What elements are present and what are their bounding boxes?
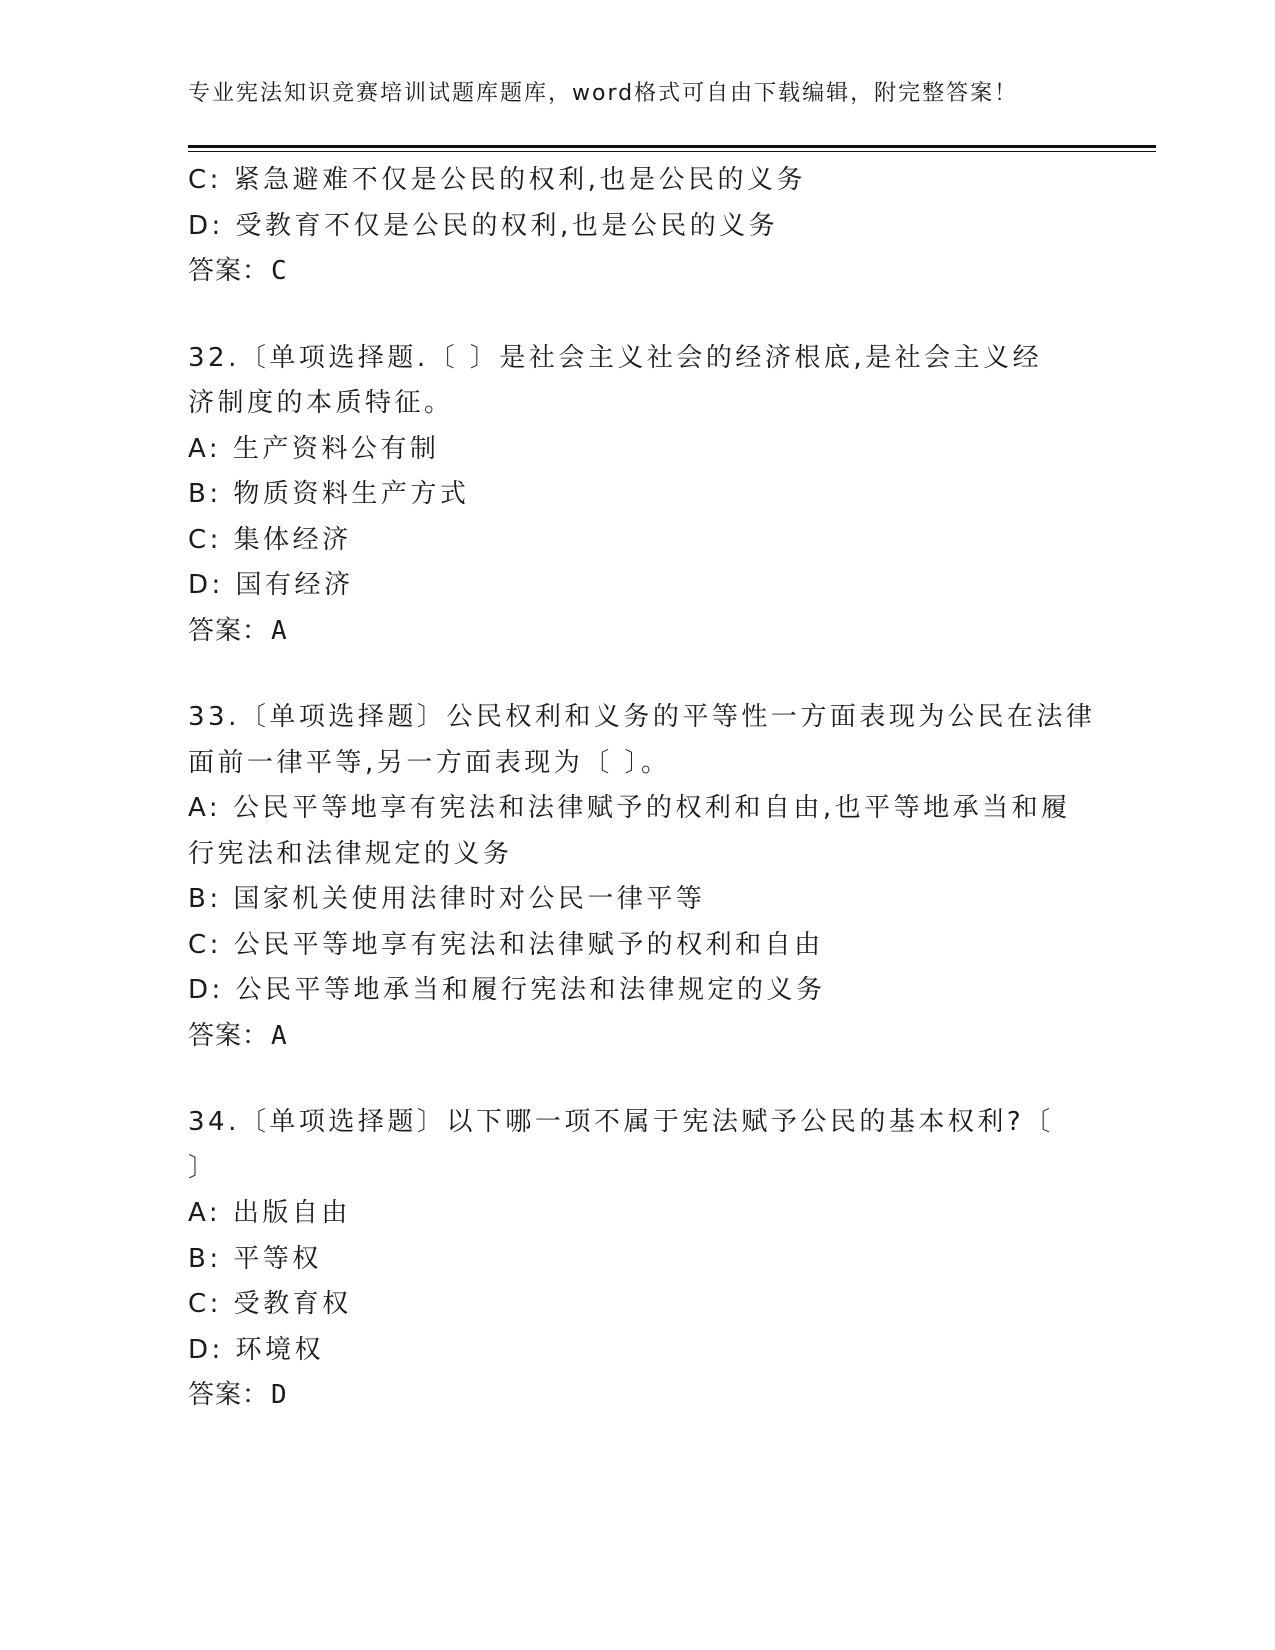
question-34 xyxy=(188,1100,1088,1419)
option-d: D: 国有经济 xyxy=(188,570,354,600)
question-stem-line: 33.〔单项选择题〕公民权利和义务的平等性一方面表现为公民在法律 xyxy=(188,702,1096,732)
spacer xyxy=(188,295,1088,336)
answer-value: D xyxy=(271,1380,288,1410)
answer-line xyxy=(188,249,1088,295)
option-c: C: 集体经济 xyxy=(188,524,352,555)
option-d: D: 公民平等地承当和履行宪法和法律规定的义务 xyxy=(188,975,826,1005)
option-a: A: 生产资料公有制 xyxy=(188,433,440,464)
spacer xyxy=(188,654,1088,695)
answer-value: A xyxy=(271,1020,288,1051)
question-stem-line: 面前一律平等,另一方面表现为〔 〕。 xyxy=(188,747,671,778)
option-b: B: 国家机关使用法律时对公民一律平等 xyxy=(188,884,706,914)
question-stem-line: 34.〔单项选择题〕以下哪一项不属于宪法赋予公民的基本权利?〔 xyxy=(188,1107,1054,1137)
answer-value: A xyxy=(271,615,288,646)
header-rule-thin xyxy=(188,151,1156,152)
answer-line xyxy=(188,1373,1088,1419)
answer-line xyxy=(188,609,1088,655)
option-b: B: 物质资料生产方式 xyxy=(188,479,470,509)
option-c: C: 受教育权 xyxy=(188,1289,352,1319)
option-d: D: 受教育不仅是公民的权利,也是公民的义务 xyxy=(188,210,779,241)
question-stem-line: 〕 xyxy=(188,1152,218,1183)
page-header: 专业宪法知识竞赛培训试题库题库，word格式可自由下载编辑，附完整答案！ xyxy=(188,81,1019,106)
answer-line xyxy=(188,1014,1088,1060)
question-stem-line: 32.〔单项选择题.〔 〕是社会主义社会的经济根底,是社会主义经 xyxy=(188,342,1043,373)
option-a-continued: 行宪法和法律规定的义务 xyxy=(188,838,513,869)
option-a: A: 公民平等地享有宪法和法律赋予的权利和自由,也平等地承当和履 xyxy=(188,793,1071,823)
answer-label: 答案： xyxy=(188,256,270,286)
option-b: B: 平等权 xyxy=(188,1243,322,1274)
answer-label: 答案： xyxy=(188,1020,270,1051)
option-a: A: 出版自由 xyxy=(188,1198,351,1228)
spacer xyxy=(188,1059,1088,1100)
option-c: C: 紧急避难不仅是公民的权利,也是公民的义务 xyxy=(188,165,806,195)
question-stem-line: 济制度的本质特征。 xyxy=(188,388,454,418)
document-content xyxy=(188,158,1096,1419)
answer-value: C xyxy=(271,256,288,286)
question-31-tail xyxy=(188,158,1088,295)
question-33 xyxy=(188,695,1096,1059)
answer-label: 答案： xyxy=(188,1380,270,1410)
question-32 xyxy=(188,336,1088,655)
answer-label: 答案： xyxy=(188,615,270,646)
option-c: C: 公民平等地享有宪法和法律赋予的权利和自由 xyxy=(188,929,824,960)
option-d: D: 环境权 xyxy=(188,1334,325,1365)
header-rule-thick xyxy=(188,145,1156,148)
